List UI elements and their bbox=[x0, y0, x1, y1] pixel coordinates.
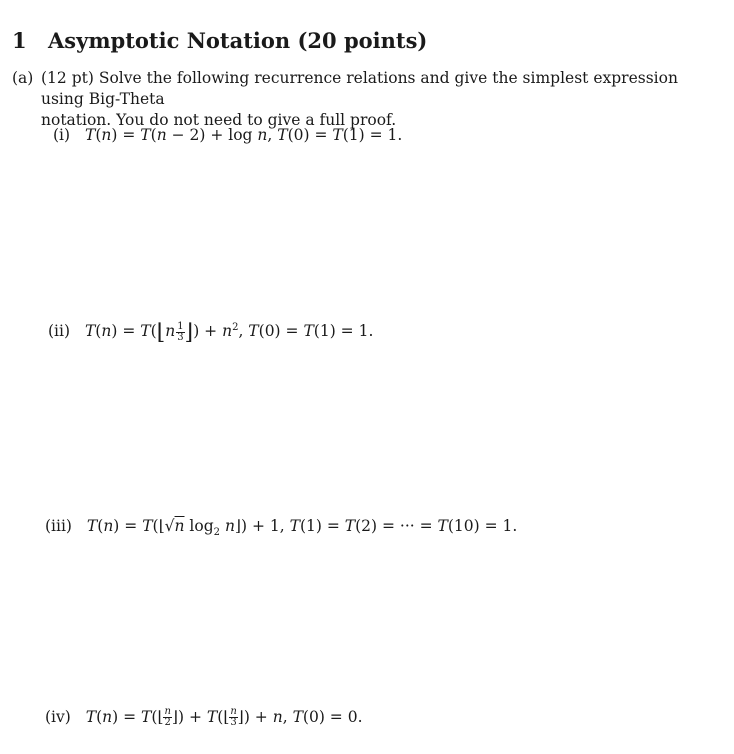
recurrence-i bbox=[53, 126, 402, 144]
part-a-text-line2: notation. You do not need to give a full proof. bbox=[41, 111, 397, 129]
recurrence-i-tag: (i) bbox=[53, 126, 71, 144]
recurrence-iii-formula: T(n) = T(⌊√n $\log_2$ n⌋) + 1, T(1) = T(2) = ··· = T(10) = 1. bbox=[86, 517, 518, 539]
section-heading bbox=[12, 28, 427, 53]
part-a-label: (a) bbox=[12, 69, 34, 87]
part-a bbox=[12, 68, 712, 131]
recurrence-iii-tag: (iii) bbox=[45, 517, 72, 535]
recurrence-iv-tag: (iv) bbox=[45, 707, 71, 726]
part-a-instructions bbox=[41, 68, 712, 131]
recurrence-iii bbox=[45, 517, 518, 539]
recurrence-iv-formula: T(n) = T(⌊ $\frac{n}{2}$ ⌋) + T(⌊ $\frac{n}{3}$ ⌋) + n, T(0) = 0. bbox=[85, 706, 363, 728]
recurrence-ii-formula: T(n) = T(⌊n $\frac{1}{3}$ ⌋) + $n^2$, T(0) = T(1) = 1. bbox=[84, 320, 374, 345]
section-title: Asymptotic Notation (20 points) bbox=[48, 28, 428, 53]
recurrence-ii-tag: (ii) bbox=[48, 322, 71, 340]
recurrence-ii bbox=[48, 320, 373, 345]
section-number: 1 bbox=[12, 28, 27, 53]
part-a-text-line1: (12 pt) Solve the following recurrence relations and give the simplest expression using Big-Theta bbox=[41, 69, 678, 108]
recurrence-i-formula: T(n) = T(n − 2) + log n, T(0) = T(1) = 1. bbox=[85, 126, 403, 144]
recurrence-iv bbox=[45, 707, 363, 728]
